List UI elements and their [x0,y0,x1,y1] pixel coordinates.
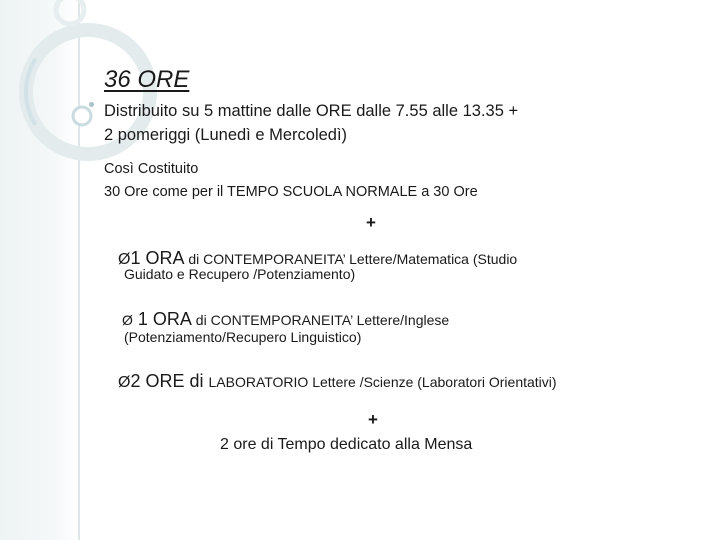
composition-heading: Così Costituito [104,161,199,177]
plus-sign-1: + [366,213,376,232]
arrow-bullet-icon: Ø [118,374,131,391]
item-hours: 1 ORA [130,248,185,268]
composition-line: 30 Ore come per il TEMPO SCUOLA NORMALE a 30 Ore [104,184,478,200]
arrow-bullet-icon: Ø [122,312,133,328]
list-item-continuation: Guidato e Recupero /Potenziamento) [124,266,356,282]
item-text: di CONTEMPORANEITA’ Lettere/Matematica (Studio [184,251,518,267]
item-hours: 1 ORA [132,309,192,329]
slide-title: 36 ORE [104,66,190,93]
knob-ring [73,107,91,125]
item-text: di CONTEMPORANEITA’ Lettere/Inglese [191,312,450,328]
list-item-contemporaneita-inglese [122,309,449,330]
arrow-bullet-icon: Ø [118,251,131,268]
schedule-line-2: 2 pomeriggi (Lunedì e Mercoledì) [104,126,348,144]
item-hours: 2 ORE di [130,371,209,391]
schedule-line-1: Distribuito su 5 mattine dalle ORE dalle 7.55 alle 13.35 + [104,102,519,120]
list-item-continuation: (Potenziamento/Recupero Linguistico) [124,329,362,345]
item-text: LABORATORIO Lettere /Scienze (Laboratori Orientativi) [208,374,557,390]
list-item-laboratorio [118,371,557,392]
plus-sign-2: + [368,410,378,429]
mensa-line: 2 ore di Tempo dedicato alla Mensa [220,436,473,453]
bullet-dot [89,102,94,107]
small-ring [56,0,84,24]
